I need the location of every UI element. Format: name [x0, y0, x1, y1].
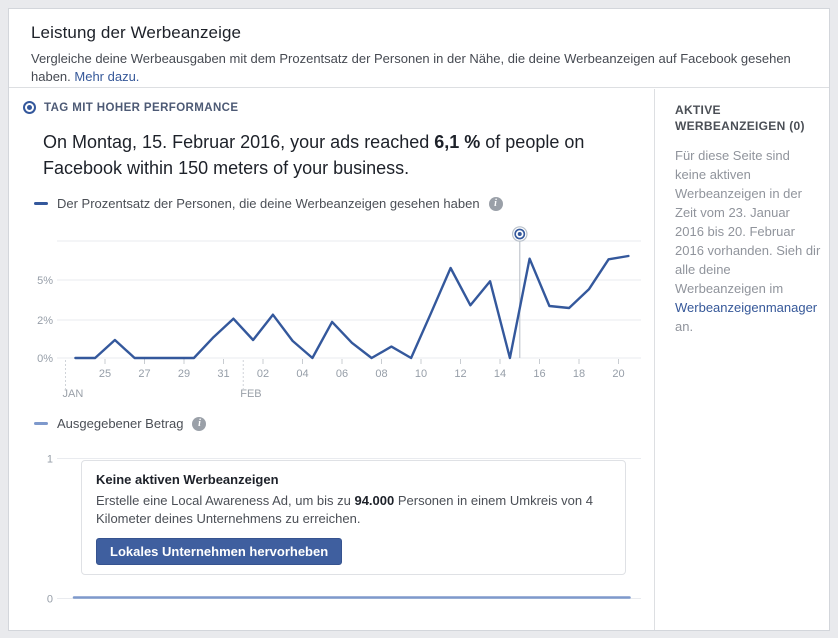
- high-performance-day-selector[interactable]: [23, 101, 238, 114]
- info-icon[interactable]: i: [489, 197, 503, 211]
- month-label: JAN: [62, 388, 84, 400]
- x-axis-label: 29: [177, 368, 191, 380]
- radio-selected-icon: [23, 101, 36, 114]
- x-axis-label: 04: [296, 368, 309, 380]
- learn-more-link[interactable]: Mehr dazu.: [74, 69, 140, 84]
- x-axis-label: 25: [98, 368, 112, 380]
- x-axis-label: 02: [256, 368, 270, 380]
- x-axis-label: 20: [612, 368, 625, 380]
- x-axis-label: 08: [375, 368, 388, 380]
- highlight-marker-dot: [518, 232, 522, 236]
- x-axis-label: 27: [138, 368, 151, 380]
- page-title: Leistung der Werbeanzeige: [31, 23, 242, 42]
- y-axis-label: 5%: [37, 275, 53, 287]
- high-performance-day-label: TAG MIT HOHER PERFORMANCE: [44, 101, 239, 114]
- legend-dash-light-icon: [34, 422, 48, 425]
- y-axis-label: 1: [46, 453, 53, 466]
- y-axis-label: 0: [46, 593, 53, 606]
- month-label: FEB: [240, 388, 262, 400]
- legend-amount-spent: Ausgegebener Betrag i: [34, 416, 206, 431]
- charts-column: [9, 89, 655, 630]
- reach-percentage: 6,1 %: [434, 132, 481, 152]
- reach-estimate: 94.000: [354, 493, 395, 508]
- y-axis-label: 0%: [37, 353, 53, 365]
- active-ads-sidebar: [655, 89, 829, 630]
- x-axis-label: 31: [217, 368, 230, 380]
- sidebar-body: Für diese Seite sind keine aktiven Werbeanzeigen in der Zeit vom 23. Januar 2016 bis 20. Februar 2016 vorhanden. Sieh dir alle deine Werbeanzeigen im Werbeanzeigenmanager an.: [675, 148, 821, 334]
- x-axis-label: 18: [572, 368, 586, 380]
- page-subtitle: Vergleiche deine Werbeausgaben mit dem Prozentsatz der Personen in der Nähe, die deine Werbeanzeigen auf Facebook gesehen haben. Mehr dazu.: [31, 51, 791, 84]
- legend-dash-dark-icon: [34, 202, 48, 205]
- main-area: [9, 89, 829, 630]
- x-axis-label: 14: [493, 368, 507, 380]
- percentage-seen-chart[interactable]: [9, 221, 660, 403]
- x-axis-label: 10: [414, 368, 428, 380]
- sidebar-title: AKTIVE WERBEANZEIGEN (0): [675, 103, 805, 133]
- panel-header: [9, 9, 829, 88]
- info-icon[interactable]: i: [192, 417, 206, 431]
- ads-manager-link[interactable]: Werbeanzeigenmanager: [675, 300, 818, 315]
- card-body: Erstelle eine Local Awareness Ad, um bis zu 94.000 Personen in einem Umkreis von 4 Kilometer deines Unternehmens zu erreichen.: [96, 493, 593, 526]
- percentage-seen-line: [75, 256, 628, 358]
- performance-summary: On Montag, 15. Februar 2016, your ads reached 6,1 % of people on Facebook within 150 meters of your business.: [43, 132, 585, 178]
- ad-performance-panel: [8, 8, 830, 631]
- legend-percentage-seen: Der Prozentsatz der Personen, die deine Werbeanzeigen gesehen haben i: [34, 196, 503, 211]
- x-axis-label: 12: [454, 368, 467, 380]
- card-title: Keine aktiven Werbeanzeigen: [96, 472, 279, 487]
- no-active-ads-card: [81, 460, 626, 575]
- x-axis-label: 06: [335, 368, 349, 380]
- y-axis-label: 2%: [37, 315, 53, 327]
- promote-local-business-button[interactable]: Lokales Unternehmen hervorheben: [96, 538, 342, 565]
- x-axis-label: 16: [533, 368, 546, 380]
